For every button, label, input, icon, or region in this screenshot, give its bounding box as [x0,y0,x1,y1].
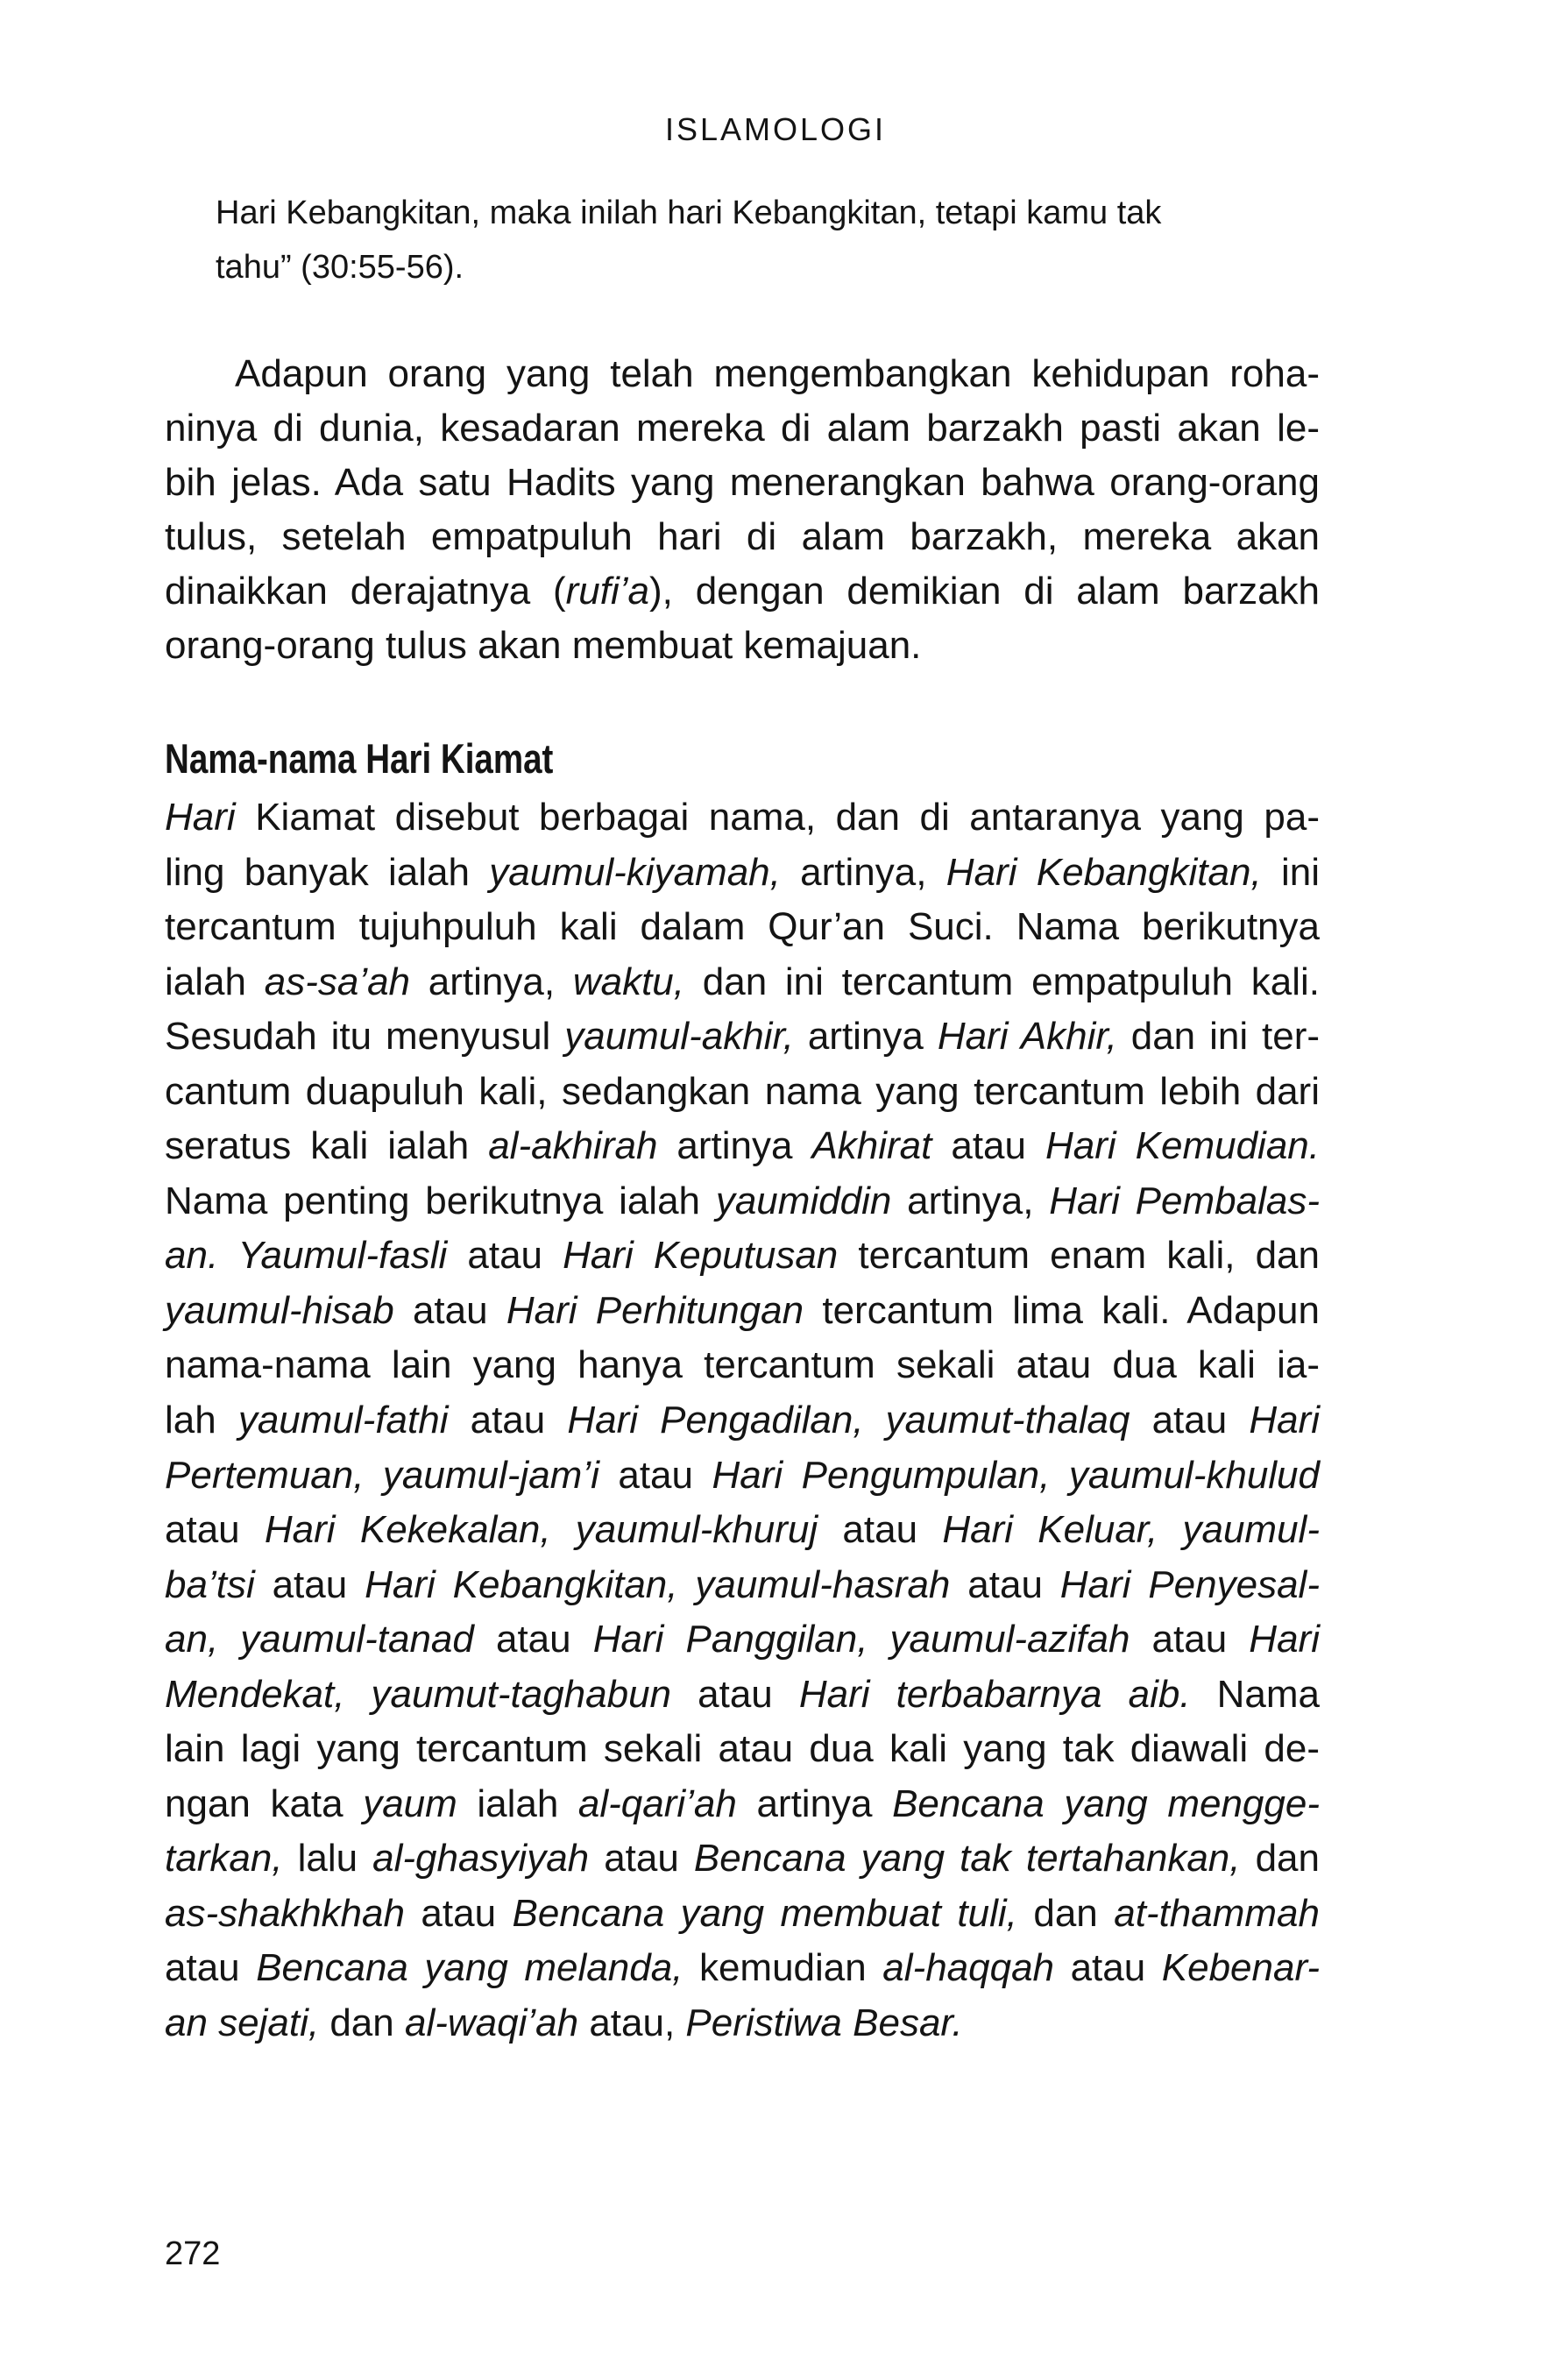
text-line: nama-nama lain yang hanya tercantum sekali atau dua kali ia- [165,1343,1320,1387]
text-line: atau Hari Kekekalan, yaumul-khuruj atau Hari Keluar, yaumul- [165,1508,1320,1552]
text-line: ninya di dunia, kesadaran mereka di alam barzakh pasti akan le- [165,407,1320,450]
text-line: seratus kali ialah al-akhirah artinya Akhirat atau Hari Kemudian. [165,1124,1320,1168]
text-line: Hari Kiamat disebut berbagai nama, dan di antaranya yang pa- [165,796,1320,839]
text-line: Nama penting berikutnya ialah yaumiddin artinya, Hari Pembalas- [165,1179,1320,1222]
page-number: 272 [165,2235,221,2272]
text-line: ngan kata yaum ialah al-qari’ah artinya Bencana yang mengge- [165,1781,1320,1825]
text-line: an sejati, dan al-waqi’ah atau, Peristiwa Besar. [165,2001,963,2045]
text-line: dinaikkan derajatnya (rufi’a), dengan demikian di alam barzakh [165,570,1321,613]
text-line: Mendekat, yaumut-taghabun atau Hari terbabarnya aib. Nama [165,1672,1321,1716]
text-line: Sesudah itu menyusul yaumul-akhir, artinya Hari Akhir, dan ini ter- [165,1015,1321,1059]
quote-line: Hari Kebangkitan, maka inilah hari Kebangkitan, tetapi kamu tak [216,195,1162,231]
text-line: ialah as-sa’ah artinya, waktu, dan ini tercantum empatpuluh kali. [165,960,1321,1003]
section-heading: Nama-nama Hari Kiamat [165,735,554,782]
quote-line: tahu” (30:55-56). [216,249,464,286]
paragraph-nama-hari-kiamat [165,790,1320,2051]
text-line: lah yaumul-fathi atau Hari Pengadilan, yaumut-thalaq atau Hari [165,1399,1320,1442]
text-line: an. Yaumul-fasli atau Hari Keputusan tercantum enam kali, dan [165,1234,1320,1278]
text-line: orang-orang tulus akan membuat kemajuan. [165,624,922,667]
text-line: an, yaumul-tanad atau Hari Panggilan, yaumul-azifah atau Hari [165,1618,1320,1661]
text-line: tercantum tujuhpuluh kali dalam Qur’an Suci. Nama berikutnya [165,905,1320,949]
text-line: ba’tsi atau Hari Kebangkitan, yaumul-hasrah atau Hari Penyesal- [165,1562,1320,1606]
text-line: cantum duapuluh kali, sedangkan nama yang tercantum lebih dari [165,1069,1320,1113]
text-line: ling banyak ialah yaumul-kiyamah, artinya, Hari Kebangkitan, ini [165,850,1320,894]
text-line: as-shakhkhah atau Bencana yang membuat tuli, dan at-thammah [165,1891,1320,1935]
text-line: tarkan, lalu al-ghasyiyah atau Bencana yang tak tertahankan, dan [165,1837,1320,1881]
text-line: Pertemuan, yaumul-jam’i atau Hari Pengumpulan, yaumul-khulud [165,1453,1321,1497]
text-line: atau Bencana yang melanda, kemudian al-haqqah atau Kebenar- [165,1946,1320,1990]
text-line: bih jelas. Ada satu Hadits yang menerangkan bahwa orang-orang [165,461,1320,504]
quote-continuation [216,186,1320,294]
text-line: tulus, setelah empatpuluh hari di alam barzakh, mereka akan [165,515,1320,558]
text-line: lain lagi yang tercantum sekali atau dua kali yang tak diawali de- [165,1727,1320,1771]
text-line: yaumul-hisab atau Hari Perhitungan tercantum lima kali. Adapun [165,1288,1320,1332]
paragraph-alam-barzakh [165,347,1320,673]
text-line: Adapun orang yang telah mengembangkan kehidupan roha- [235,352,1320,395]
running-header: ISLAMOLOGI [664,111,887,147]
